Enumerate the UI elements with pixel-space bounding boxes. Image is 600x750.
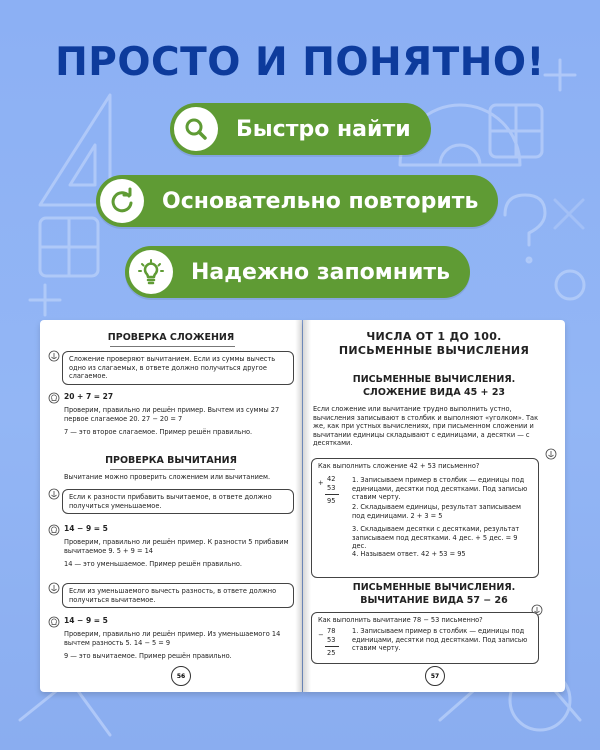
subtrahend: 53 — [327, 636, 336, 644]
right-page — [303, 320, 565, 692]
lightbulb-icon — [129, 250, 173, 294]
right-chapter-title-2: ПИСЬМЕННЫЕ ВЫЧИСЛЕНИЯ — [338, 344, 530, 357]
example1-text: Проверим, правильно ли решён пример. Вычтем из суммы 27 первое слагаемое 20. 27 − 20 = 7 — [64, 406, 280, 423]
example1-result: 7 — это второе слагаемое. Пример решён правильно. — [64, 428, 253, 436]
subtraction-example-box — [311, 612, 539, 664]
minus-sign: − — [318, 631, 324, 639]
headline: ПРОСТО И ПОНЯТНО! — [55, 40, 545, 85]
example3-expression: 14 − 9 = 5 — [64, 616, 108, 625]
right-chapter-title-1: ЧИСЛА ОТ 1 ДО 100. — [366, 330, 502, 343]
minuend: 78 — [327, 627, 336, 635]
subtraction-intro: Вычитание можно проверить сложением или вычитанием. — [64, 473, 271, 481]
addition-column — [318, 475, 342, 515]
rule-box-subtraction-2: Если из уменьшаемого вычесть разность, в ответе должно получиться вычитаемое. — [62, 583, 294, 608]
feature-pill-find — [170, 103, 431, 155]
right-subtitle-addition-2: СЛОЖЕНИЕ ВИДА 45 + 23 — [362, 387, 506, 398]
example3-text: Проверим, правильно ли решён пример. Из уменьшаемого 14 вычтем разность 5. 14 − 5 = 9 — [64, 630, 281, 647]
example2-expression: 14 − 9 = 5 — [64, 524, 108, 533]
page-number-left: 56 — [171, 666, 191, 686]
right-subtitle-subtraction-2: ВЫЧИТАНИЕ ВИДА 57 − 26 — [360, 595, 508, 606]
addition-step-4: 4. Называем ответ. 42 + 53 = 95 — [352, 550, 466, 558]
subtraction-question: Как выполнить вычитание 78 − 53 письменно? — [318, 616, 483, 624]
anchor-icon — [48, 488, 60, 500]
addition-step-2: 2. Складываем единицы, результат записываем под единицами. 2 + 3 = 5 — [352, 503, 521, 520]
bulb-icon — [48, 616, 60, 628]
book-spine — [295, 320, 311, 692]
example2-result: 14 — это уменьшаемое. Пример решён правильно. — [64, 560, 243, 568]
feature-label-remember: Надежно запомнить — [191, 259, 451, 285]
feature-label-find: Быстро найти — [236, 116, 411, 142]
rule-box-subtraction-1: Если к разности прибавить вычитаемое, в ответе должно получиться уменьшаемое. — [62, 489, 294, 514]
refresh-icon — [100, 179, 144, 223]
feature-label-repeat: Основательно повторить — [162, 188, 479, 214]
addend-2: 53 — [327, 484, 336, 492]
bulb-icon — [48, 392, 60, 404]
difference-result: 25 — [327, 649, 336, 657]
open-textbook — [40, 320, 565, 700]
example3-result: 9 — это вычитаемое. Пример решён правильно. — [64, 652, 232, 660]
anchor-icon — [48, 350, 60, 362]
feature-pill-repeat — [96, 175, 498, 227]
plus-sign: + — [318, 479, 324, 487]
example1-expression: 20 + 7 = 27 — [64, 392, 114, 401]
addend-1: 42 — [327, 475, 336, 483]
left-page — [40, 320, 302, 692]
addition-step-1: 1. Записываем пример в столбик — единицы под единицами, десятки под десятками. Под записью ставим черту. — [352, 476, 528, 502]
right-subtitle-addition-1: ПИСЬМЕННЫЕ ВЫЧИСЛЕНИЯ. — [352, 374, 516, 385]
feature-pill-remember — [125, 246, 470, 298]
sum-result: 95 — [327, 497, 336, 505]
right-subtitle-subtraction-1: ПИСЬМЕННЫЕ ВЫЧИСЛЕНИЯ. — [352, 582, 516, 593]
page-number-right: 57 — [425, 666, 445, 686]
addition-step-3: 3. Складываем десятки с десятками, результат записываем под десятками. 4 дес. + 5 дес. = 9 дес. — [352, 525, 520, 551]
left-title-subtraction-check: ПРОВЕРКА ВЫЧИТАНИЯ — [105, 455, 237, 466]
anchor-icon — [48, 582, 60, 594]
anchor-icon — [545, 448, 557, 460]
subtraction-step-1: 1. Записываем пример в столбик — единицы под единицами, десятки под десятками. Под записью ставим черту. — [352, 627, 528, 653]
addition-question: Как выполнить сложение 42 + 53 письменно? — [318, 462, 480, 470]
left-title-addition-check: ПРОВЕРКА СЛОЖЕНИЯ — [107, 332, 235, 343]
addition-example-box — [311, 458, 539, 578]
example2-text: Проверим, правильно ли решён пример. К разности 5 прибавим вычитаемое 9. 5 + 9 = 14 — [64, 538, 289, 555]
subtraction-column — [318, 627, 342, 663]
bulb-icon — [48, 524, 60, 536]
search-icon — [174, 107, 218, 151]
rule-box-addition: Сложение проверяют вычитанием. Если из суммы вычесть одно из слагаемых, в ответе должно получиться другое слагаемое. — [62, 351, 294, 385]
written-calculation-intro: Если сложение или вычитание трудно выполнить устно, вычисления записывают в столбик и выполняют «уголком». Так же, как при устных вычислениях, при письменном сложении и вычитании единицы складывают с единицами, а десятки — с десятками. — [313, 405, 539, 448]
